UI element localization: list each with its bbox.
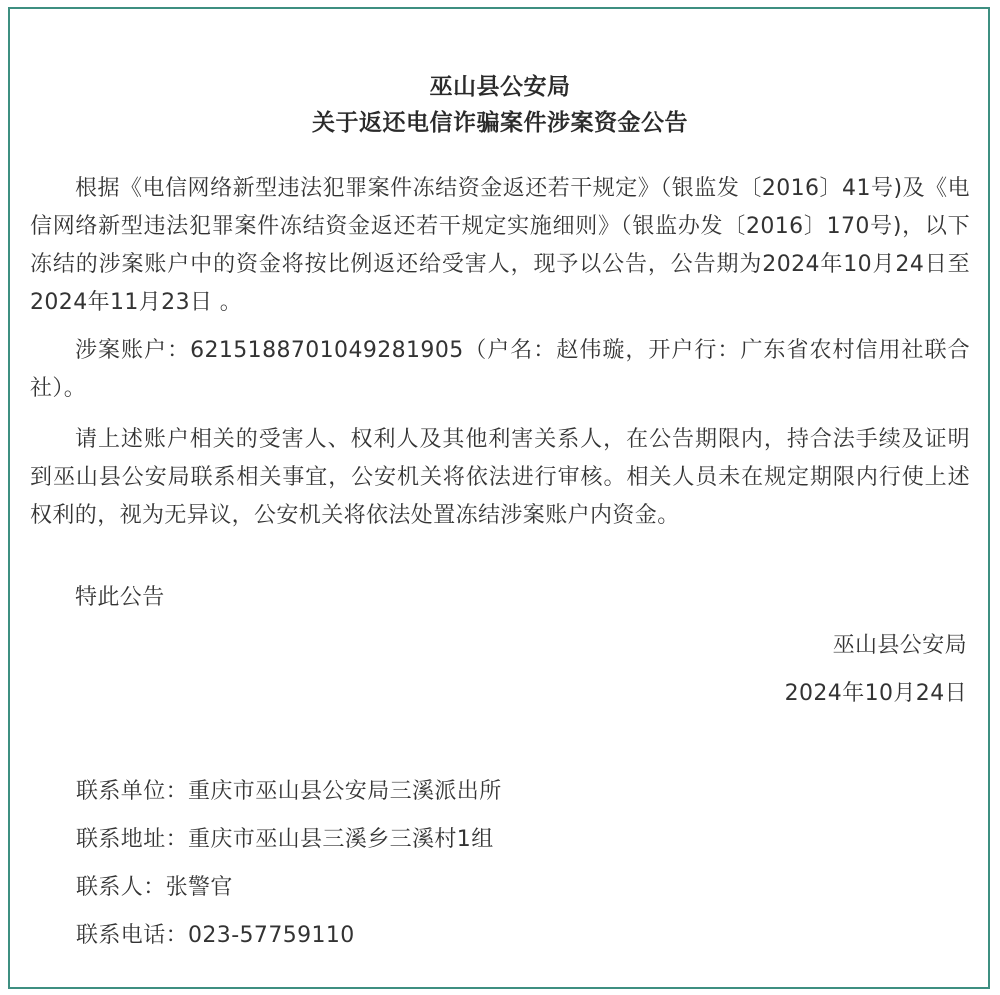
notice-title-issuer: 巫山县公安局	[429, 74, 571, 100]
contact-address: 联系地址：重庆市巫山县三溪乡三溪村1组	[76, 827, 494, 852]
notice-signature: 巫山县公安局	[832, 633, 967, 658]
notice-date: 2024年10月24日	[784, 681, 967, 706]
notice-closing: 特此公告	[75, 585, 165, 610]
contact-phone: 联系电话：023-57759110	[76, 923, 355, 948]
contact-unit: 联系单位：重庆市巫山县公安局三溪派出所	[76, 779, 502, 804]
notice-paragraph-legal-basis: 根据《电信网络新型违法犯罪案件冻结资金返还若干规定》（银监发〔2016〕41号)及《电信网络新型违法犯罪案件冻结资金返还若干规定实施细则》（银监办发〔2016〕170号)，以下冻结的涉案账户中的资金将按比例返还给受害人，现予以公告，公告期为2024年10月24日至2024年11月23日 。	[30, 176, 970, 315]
notice-paragraph-account: 涉案账户：6215188701049281905（户名：赵伟璇，开户行：广东省农村信用社联合社）。	[30, 338, 970, 401]
notice-paragraph-instructions: 请上述账户相关的受害人、权利人及其他利害关系人，在公告期限内，持合法手续及证明到巫山县公安局联系相关事宜，公安机关将依法进行审核。相关人员未在规定期限内行使上述权利的，视为无异议，公安机关将依法处置冻结涉案账户内资金。	[30, 427, 970, 528]
notice-title-subject: 关于返还电信诈骗案件涉案资金公告	[312, 110, 688, 136]
contact-person: 联系人：张警官	[76, 875, 233, 900]
